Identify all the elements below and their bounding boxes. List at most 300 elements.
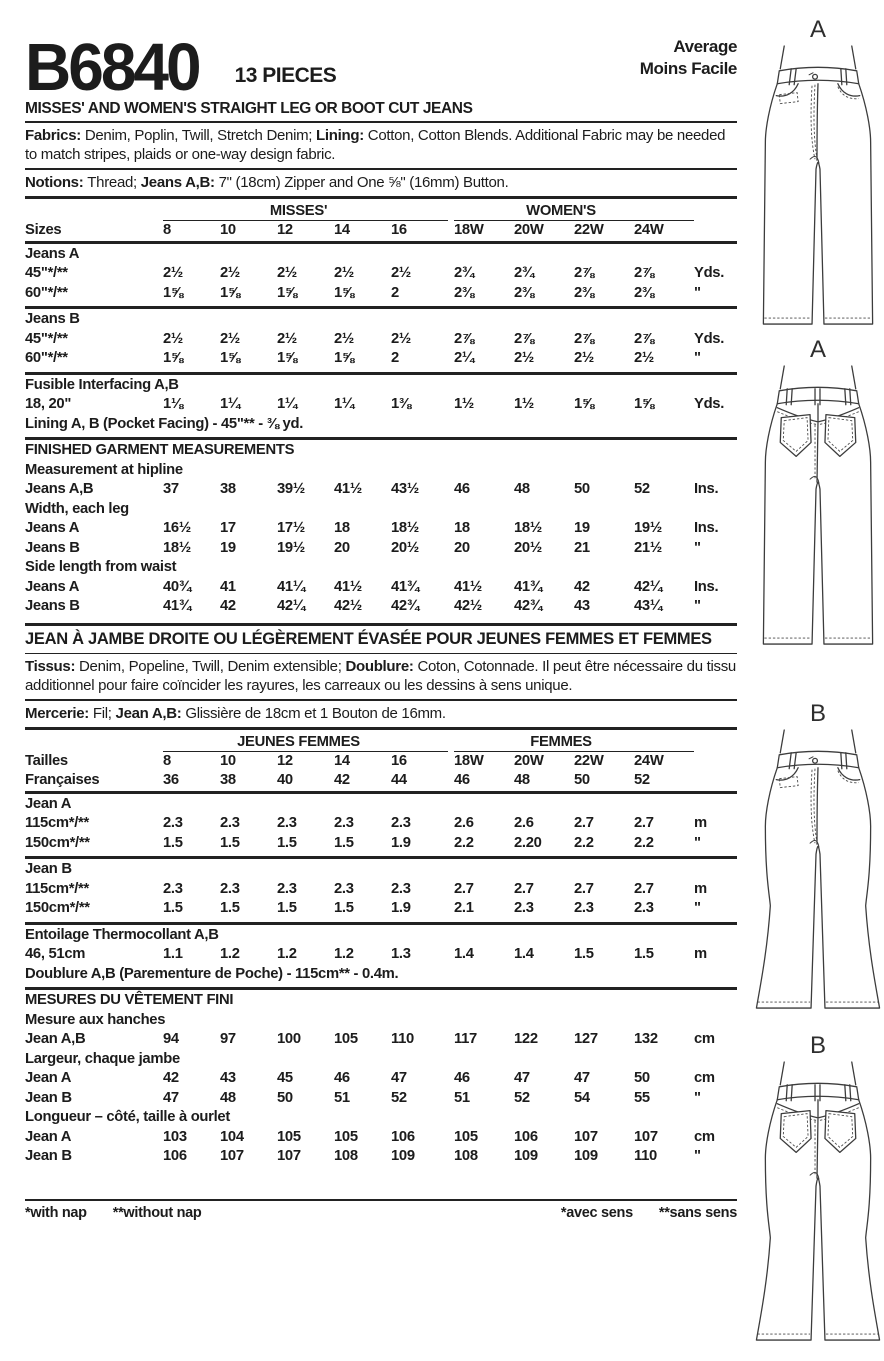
value-cell: 42 — [574, 578, 590, 595]
value-cell: 45 — [277, 1070, 293, 1086]
table-row — [25, 1089, 737, 1109]
unit-cell: Ins. — [694, 578, 719, 595]
value-cell: 2 — [391, 284, 399, 301]
value-cell: 105 — [277, 1128, 301, 1145]
value-cell: 109 — [391, 1148, 415, 1164]
unit-cell: m — [694, 946, 707, 962]
table-note: Doublure A,B (Parementure de Poche) - 115cm** - 0.4m. — [25, 965, 399, 982]
value-cell: 2⅞ — [574, 330, 594, 347]
unit-cell: " — [694, 350, 701, 366]
unit-cell: " — [694, 1089, 701, 1106]
view-a-front-figure — [753, 16, 883, 336]
value-cell: 43 — [574, 598, 590, 614]
fabrics-paragraph — [25, 123, 737, 170]
value-cell: 46 — [454, 772, 470, 788]
unit-cell: " — [694, 1148, 701, 1164]
view-a-back-figure — [753, 336, 883, 656]
value-cell: 2 — [391, 350, 399, 366]
size-group-header — [25, 734, 737, 752]
value-cell: 38 — [220, 772, 236, 788]
text-segment: Jeans A,B: — [140, 174, 219, 191]
value-cell: 20W — [514, 752, 544, 769]
unit-cell — [694, 752, 739, 772]
value-cell: 1.5 — [163, 900, 183, 916]
view-b-back-figure — [753, 1032, 883, 1352]
section-heading: Width, each leg — [25, 500, 129, 517]
value-cell: 19½ — [277, 539, 305, 556]
table-row — [25, 899, 737, 919]
section-heading: Jean A — [25, 795, 72, 812]
value-cell: 2.3 — [514, 900, 534, 916]
value-cell: 47 — [163, 1089, 179, 1106]
table-row — [25, 814, 737, 834]
value-cell: 22W — [574, 222, 604, 238]
table-row — [25, 1128, 737, 1148]
table-section — [25, 990, 737, 1170]
value-cell: 2.3 — [277, 815, 297, 831]
value-cell: 2¼ — [454, 350, 474, 366]
spacer — [25, 203, 163, 221]
value-cell: 1.3 — [391, 946, 411, 962]
text-segment: Fil; — [92, 704, 116, 722]
value-cell: 2½ — [163, 265, 183, 281]
value-cell: 42½ — [334, 598, 362, 614]
garment-illustrations — [753, 0, 884, 1361]
value-cell: 42¼ — [634, 578, 662, 595]
value-cell: 41 — [220, 578, 236, 595]
value-cell: 1.2 — [334, 946, 354, 962]
table-row — [25, 349, 737, 369]
size-group-misses: JEUNES FEMMES — [163, 734, 448, 752]
value-cell: 2.1 — [454, 900, 474, 916]
value-cell: 2½ — [220, 265, 240, 281]
row-label: Jean A — [25, 1128, 72, 1145]
value-cell: 2⅜ — [634, 284, 654, 301]
value-cell: 46 — [454, 1070, 470, 1086]
spacer — [25, 734, 163, 752]
value-cell: 2.6 — [514, 815, 534, 831]
table-row — [25, 945, 737, 965]
value-cell: 18 — [334, 520, 350, 536]
value-cell: 1⅝ — [220, 350, 240, 366]
footnote-sans-sens: **sans sens — [658, 1204, 737, 1221]
value-cell: 42 — [220, 598, 236, 614]
value-cell: 51 — [454, 1089, 470, 1106]
value-cell: 52 — [514, 1089, 530, 1106]
unit-cell: " — [694, 539, 701, 556]
value-cell: 19½ — [634, 520, 662, 536]
value-cell: 18 — [454, 520, 470, 536]
value-cell: 105 — [454, 1128, 478, 1145]
view-b-back-label: B — [809, 1032, 826, 1059]
table-section — [25, 309, 737, 372]
value-cell: 2.3 — [220, 815, 240, 831]
value-cell: 39½ — [277, 481, 305, 497]
table-row — [25, 597, 737, 617]
value-cell: 18½ — [163, 539, 191, 556]
value-cell: 106 — [391, 1128, 415, 1145]
pattern-title-french: JEAN À JAMBE DROITE OU LÉGÈREMENT ÉVASÉE POUR JEUNES FEMMES ET FEMMES — [25, 626, 737, 654]
value-cell: 1⅝ — [163, 350, 183, 366]
unit-cell: cm — [694, 1128, 715, 1145]
value-cell: 1⅝ — [574, 396, 594, 412]
value-cell: 1⅝ — [277, 350, 297, 366]
row-label: Jeans B — [25, 598, 80, 614]
value-cell: 2¾ — [514, 265, 534, 281]
value-cell: 16 — [391, 222, 407, 238]
value-cell: 20½ — [391, 539, 419, 556]
value-cell: 12 — [277, 752, 293, 769]
value-cell: 1.5 — [277, 834, 297, 851]
table-row — [25, 284, 737, 304]
difficulty-french: Moins Facile — [639, 58, 737, 78]
unit-cell: " — [694, 598, 701, 614]
value-cell: 2½ — [634, 350, 654, 366]
row-label: Jeans A — [25, 520, 80, 536]
value-cell: 43¼ — [634, 598, 662, 614]
footnote-without-nap: **without nap — [112, 1204, 202, 1221]
value-cell: 1⅜ — [391, 396, 411, 412]
value-cell: 108 — [334, 1148, 358, 1164]
section-heading: Longueur – côté, taille à ourlet — [25, 1109, 230, 1125]
value-cell: 1.2 — [220, 946, 240, 962]
row-label: 115cm*/** — [25, 880, 89, 897]
text-segment: Coton, Cotonnade. Il peut être nécessaire du tissu additionnel pour faire coïncider les rayures, les carreaux ou les dessins à sens unique. — [25, 657, 736, 694]
value-cell: 52 — [391, 1089, 407, 1106]
value-cell: 14 — [334, 752, 350, 769]
jeans-a-back-illustration — [753, 363, 883, 651]
mercerie-paragraph — [25, 701, 737, 730]
size-header-row — [25, 221, 737, 241]
jeans-b-back-illustration — [753, 1059, 883, 1347]
row-label: Jean A,B — [25, 1031, 86, 1047]
pieces-count: 13 PIECES — [234, 64, 337, 87]
value-cell: 17 — [220, 520, 236, 536]
jeans-b-front-illustration — [753, 727, 883, 1015]
row-label: Françaises — [25, 772, 100, 788]
jeans-a-front-illustration — [753, 43, 883, 331]
value-cell: 1½ — [454, 396, 474, 412]
value-cell: 16½ — [163, 520, 191, 536]
table-row — [25, 480, 737, 500]
value-cell: 2.7 — [454, 880, 474, 897]
view-b-front-figure — [753, 700, 883, 1020]
value-cell: 2.3 — [334, 815, 354, 831]
section-heading: MESURES DU VÊTEMENT FINI — [25, 992, 234, 1008]
unit-cell: cm — [694, 1031, 715, 1047]
value-cell: 127 — [574, 1031, 598, 1047]
value-cell: 1.5 — [634, 946, 654, 962]
value-cell: 2.3 — [574, 900, 594, 916]
value-cell: 122 — [514, 1031, 538, 1047]
value-cell: 2½ — [574, 350, 594, 366]
section-heading: Jeans B — [25, 311, 80, 327]
value-cell: 1.5 — [334, 900, 354, 916]
value-cell: 55 — [634, 1089, 650, 1106]
value-cell: 21½ — [634, 539, 662, 556]
value-cell: 52 — [634, 772, 650, 788]
value-cell: 2⅞ — [514, 330, 534, 347]
value-cell: 2.7 — [574, 880, 594, 897]
value-cell: 2⅞ — [634, 330, 654, 347]
value-cell: 110 — [391, 1031, 414, 1047]
value-cell: 2.2 — [574, 834, 594, 851]
value-cell: 107 — [574, 1128, 598, 1145]
value-cell: 2.3 — [634, 900, 654, 916]
row-label: Jeans A — [25, 578, 80, 595]
value-cell: 12 — [277, 222, 293, 238]
yardage-table-french — [25, 730, 737, 1173]
value-cell: 42½ — [454, 598, 482, 614]
value-cell: 19 — [220, 539, 236, 556]
value-cell: 106 — [163, 1148, 187, 1164]
section-heading: Entoilage Thermocollant A,B — [25, 926, 219, 943]
value-cell: 10 — [220, 752, 236, 769]
table-section — [25, 925, 737, 988]
section-heading: Mesure aux hanches — [25, 1011, 166, 1028]
value-cell: 51 — [334, 1089, 350, 1106]
text-segment: Mercerie: — [25, 704, 93, 722]
size-group-womens: WOMEN'S — [454, 203, 694, 221]
value-cell: 2⅞ — [574, 265, 594, 281]
value-cell: 1.4 — [514, 946, 534, 962]
text-segment: Lining: — [316, 127, 368, 144]
view-a-back-label: A — [809, 336, 826, 363]
value-cell: 47 — [391, 1070, 407, 1086]
table-row — [25, 395, 737, 415]
text-segment: Cotton, Cotton Blends. Additional Fabric may be needed to match stripes, plaids or one-way design fabric. — [25, 127, 726, 163]
value-cell: 1⅝ — [634, 396, 654, 412]
value-cell: 24W — [634, 222, 664, 238]
yardage-table-english — [25, 199, 737, 623]
value-cell: 41½ — [334, 481, 362, 497]
value-cell: 2⅜ — [514, 284, 534, 301]
value-cell: 1¼ — [334, 396, 354, 412]
footnote-with-nap: *with nap — [25, 1204, 87, 1221]
section-heading: Jean B — [25, 861, 72, 877]
row-label: Jeans A,B — [25, 481, 94, 497]
value-cell: 1⅝ — [334, 284, 354, 301]
unit-cell: Yds. — [694, 330, 725, 347]
value-cell: 47 — [574, 1070, 590, 1086]
table-row — [25, 519, 737, 539]
value-cell: 18W — [454, 222, 484, 238]
unit-cell: " — [694, 900, 701, 916]
header — [25, 14, 737, 105]
row-label: Jean B — [25, 1148, 72, 1164]
unit-cell — [694, 221, 739, 241]
value-cell: 42¾ — [391, 598, 419, 614]
size-header-row — [25, 771, 737, 791]
value-cell: 8 — [163, 222, 171, 238]
table-row — [25, 539, 737, 559]
value-cell: 20 — [334, 539, 350, 556]
unit-cell: Ins. — [694, 520, 719, 536]
value-cell: 105 — [334, 1031, 358, 1047]
value-cell: 1.5 — [334, 834, 354, 851]
value-cell: 2⅜ — [454, 284, 474, 301]
value-cell: 41¾ — [391, 578, 419, 595]
value-cell: 50 — [574, 772, 590, 788]
value-cell: 47 — [514, 1070, 530, 1086]
value-cell: 1⅝ — [220, 284, 240, 301]
value-cell: 14 — [334, 222, 350, 238]
value-cell: 2⅜ — [574, 284, 594, 301]
row-label: Jeans B — [25, 539, 80, 556]
value-cell: 107 — [634, 1128, 658, 1145]
view-a-label: A — [809, 16, 826, 43]
value-cell: 1.4 — [454, 946, 474, 962]
value-cell: 2.7 — [634, 815, 654, 831]
value-cell: 2½ — [163, 330, 183, 347]
unit-cell: Yds. — [694, 265, 725, 281]
value-cell: 2½ — [220, 330, 240, 347]
value-cell: 41½ — [454, 578, 482, 595]
text-segment: Notions: — [25, 174, 88, 191]
row-label: 45"*/** — [25, 265, 68, 281]
value-cell: 2.3 — [334, 880, 354, 897]
value-cell: 1¼ — [220, 396, 240, 412]
value-cell: 20½ — [514, 539, 542, 556]
value-cell: 2½ — [514, 350, 534, 366]
value-cell: 117 — [454, 1031, 477, 1047]
value-cell: 1.2 — [277, 946, 297, 962]
value-cell: 22W — [574, 752, 604, 769]
value-cell: 40¾ — [163, 578, 191, 595]
view-b-label: B — [809, 700, 826, 727]
table-section — [25, 794, 737, 857]
value-cell: 46 — [454, 481, 470, 497]
value-cell: 20W — [514, 222, 544, 238]
section-heading: Measurement at hipline — [25, 461, 183, 478]
section-heading: Side length from waist — [25, 559, 177, 575]
value-cell: 2½ — [334, 265, 354, 281]
value-cell: 36 — [163, 772, 179, 788]
value-cell: 108 — [454, 1148, 478, 1164]
table-row — [25, 264, 737, 284]
table-row — [25, 880, 737, 900]
value-cell: 109 — [574, 1148, 598, 1164]
value-cell: 1⅝ — [334, 350, 354, 366]
table-row — [25, 1147, 737, 1167]
text-segment: Glissière de 18cm et 1 Bouton de 16mm. — [185, 704, 446, 722]
value-cell: 110 — [634, 1148, 657, 1164]
text-segment: Tissus: — [25, 657, 80, 675]
table-row — [25, 578, 737, 598]
value-cell: 1.5 — [220, 900, 240, 916]
value-cell: 1.1 — [163, 946, 183, 962]
value-cell: 94 — [163, 1031, 179, 1047]
value-cell: 2½ — [277, 330, 297, 347]
text-segment: Denim, Popeline, Twill, Denim extensible; — [79, 657, 346, 675]
value-cell: 1.9 — [391, 834, 411, 851]
value-cell: 42 — [334, 772, 350, 788]
unit-cell: " — [694, 284, 701, 301]
value-cell: 1¼ — [277, 396, 297, 412]
value-cell: 1.5 — [220, 834, 240, 851]
row-label: 46, 51cm — [25, 946, 86, 962]
value-cell: 19 — [574, 520, 590, 536]
value-cell: 2.3 — [163, 880, 183, 897]
value-cell: 17½ — [277, 520, 305, 536]
value-cell: 1.9 — [391, 900, 411, 916]
value-cell: 2.20 — [514, 834, 542, 851]
table-section — [25, 859, 737, 922]
table-section — [25, 440, 737, 620]
value-cell: 2.3 — [277, 880, 297, 897]
row-label: Jean B — [25, 1089, 72, 1106]
value-cell: 2.3 — [391, 880, 411, 897]
row-label: Sizes — [25, 222, 62, 238]
value-cell: 48 — [220, 1089, 236, 1106]
row-label: 150cm*/** — [25, 900, 90, 916]
size-group-misses: MISSES' — [163, 203, 448, 221]
value-cell: 41¼ — [277, 578, 305, 595]
section-heading: Largeur, chaque jambe — [25, 1050, 180, 1067]
value-cell: 48 — [514, 481, 530, 497]
section-heading: Fusible Interfacing A,B — [25, 376, 179, 393]
value-cell: 50 — [277, 1089, 293, 1106]
footnote-avec-sens: *avec sens — [560, 1204, 633, 1221]
value-cell: 2½ — [277, 265, 297, 281]
value-cell: 52 — [634, 481, 650, 497]
value-cell: 21 — [574, 539, 590, 556]
text-segment: Jean A,B: — [115, 704, 186, 722]
value-cell: 42 — [163, 1070, 179, 1086]
value-cell: 2.6 — [454, 815, 474, 831]
pattern-title: MISSES' AND WOMEN'S STRAIGHT LEG OR BOOT CUT JEANS — [25, 98, 737, 123]
row-label: 45"*/** — [25, 330, 68, 347]
text-segment: Denim, Poplin, Twill, Stretch Denim; — [84, 127, 317, 144]
footnote-english — [25, 1205, 201, 1221]
value-cell: 107 — [277, 1148, 301, 1164]
table-note: Lining A, B (Pocket Facing) - 45"** - ⅜ yd. — [25, 415, 304, 432]
value-cell: 105 — [334, 1128, 358, 1145]
value-cell: 109 — [514, 1148, 538, 1164]
value-cell: 2.2 — [634, 834, 654, 851]
text-segment: 7" (18cm) Zipper and One ⅝" (16mm) Button. — [218, 174, 509, 191]
value-cell: 1⅛ — [163, 396, 183, 412]
notions-paragraph — [25, 170, 737, 199]
value-cell: 2.3 — [163, 815, 183, 831]
tissus-paragraph — [25, 654, 737, 701]
value-cell: 40 — [277, 772, 293, 788]
pattern-number: B6840 — [25, 29, 199, 105]
size-header-row — [25, 752, 737, 772]
value-cell: 50 — [574, 481, 590, 497]
text-segment: Fabrics: — [25, 127, 85, 144]
value-cell: 106 — [514, 1128, 538, 1145]
value-cell: 1⅝ — [277, 284, 297, 301]
footnotes — [25, 1199, 737, 1221]
value-cell: 8 — [163, 752, 171, 769]
unit-cell: cm — [694, 1070, 715, 1086]
unit-cell — [694, 771, 739, 791]
value-cell: 10 — [220, 222, 236, 238]
value-cell: 104 — [220, 1128, 244, 1145]
value-cell: 2⅞ — [454, 330, 474, 347]
difficulty-rating — [640, 36, 737, 80]
value-cell: 100 — [277, 1031, 301, 1047]
value-cell: 42¼ — [277, 598, 305, 614]
value-cell: 18W — [454, 752, 484, 769]
value-cell: 103 — [163, 1128, 187, 1145]
value-cell: 44 — [391, 772, 407, 788]
value-cell: 1⅝ — [163, 284, 183, 301]
value-cell: 46 — [334, 1070, 350, 1086]
row-label: Tailles — [25, 752, 68, 769]
value-cell: 18½ — [514, 520, 542, 536]
